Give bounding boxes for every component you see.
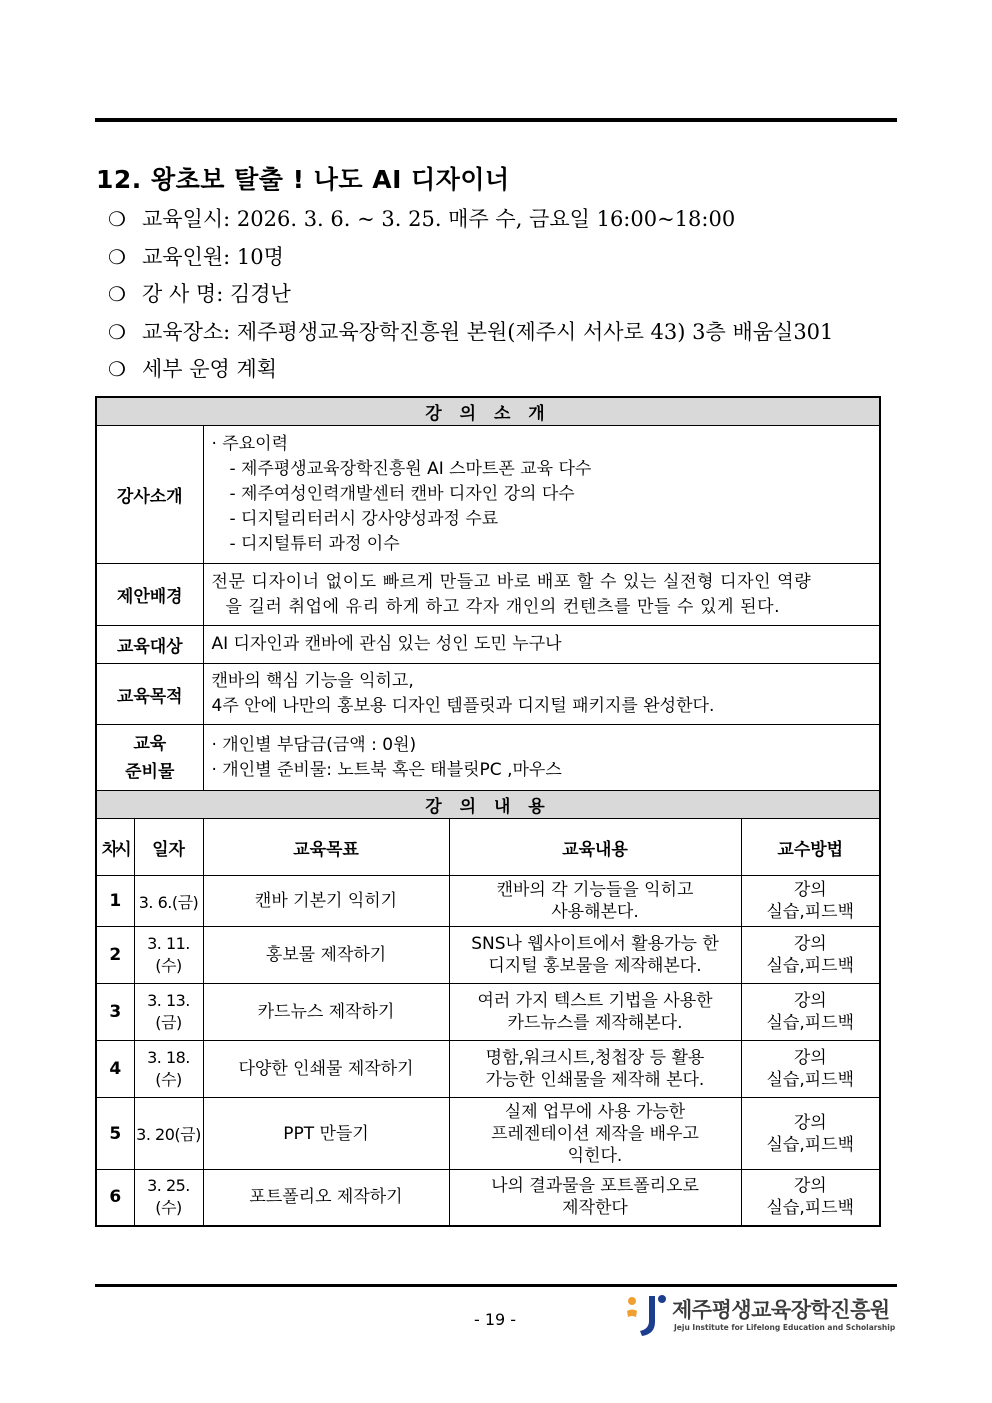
logo-text: 제주평생교육장학진흥원 — [672, 1298, 890, 1322]
circle-bullet-icon: ❍ — [108, 207, 126, 231]
goal-label: 교육목적 — [96, 664, 203, 725]
page-number: - 19 - — [473, 1310, 517, 1329]
table-row: 3 3. 13.(금) 카드뉴스 제작하기 여러 가지 텍스트 기법을 사용한 카드뉴스를 제작해본다. 강의 실습,피드백 — [96, 984, 880, 1041]
top-rule — [95, 118, 897, 122]
institute-logo — [624, 1290, 896, 1340]
info-instructor: ❍ 강 사 명: 김경난 — [108, 279, 898, 317]
content-section-header: 강 의 내 용 — [96, 791, 880, 819]
table-row: 4 3. 18.(수) 다양한 인쇄물 제작하기 명함,워크시트,청첩장 등 활용 가능한 인쇄물을 제작해 본다. 강의 실습,피드백 — [96, 1041, 880, 1098]
course-table — [95, 396, 881, 1227]
instructor-label: 강사소개 — [96, 426, 203, 564]
page-title: 12. 왕초보 탈출 ! 나도 AI 디자이너 — [96, 165, 510, 194]
col-head-goal: 교육목표 — [203, 819, 449, 876]
col-head-content: 교육내용 — [449, 819, 741, 876]
goal-cell: 캔바의 핵심 기능을 익히고, 4주 안에 나만의 홍보용 디자인 템플릿과 디지털 패키지를 완성한다. — [203, 664, 880, 725]
institute-logo-icon — [624, 1290, 670, 1340]
circle-bullet-icon: ❍ — [108, 282, 126, 306]
table-row: 1 3. 6.(금) 캔바 기본기 익히기 캔바의 각 기능들을 익히고 사용해본다. 강의 실습,피드백 — [96, 876, 880, 927]
info-count: ❍ 교육인원: 10명 — [108, 242, 898, 280]
circle-bullet-icon: ❍ — [108, 244, 126, 269]
circle-bullet-icon: ❍ — [108, 357, 126, 381]
table-row: 6 3. 25.(수) 포트폴리오 제작하기 나의 결과물을 포트폴리오로 제작한다 강의 실습,피드백 — [96, 1170, 880, 1226]
background-label: 제안배경 — [96, 564, 203, 626]
info-date: ❍ 교육일시: 2026. 3. 6. ~ 3. 25. 매주 수, 금요일 16:00~18:00 — [108, 204, 898, 242]
prep-label: 교육 준비물 — [96, 725, 203, 791]
target-cell: AI 디자인과 캔바에 관심 있는 성인 도민 누구나 — [203, 626, 880, 664]
prep-cell: · 개인별 부담금(금액 : 0원) · 개인별 준비물: 노트북 혹은 태블릿PC ,마우스 — [203, 725, 880, 791]
instructor-cell: · 주요이력 - 제주평생교육장학진흥원 AI 스마트폰 교육 다수 - 제주여성인력개발센터 캔바 디자인 강의 다수 - 디지털리터러시 강사양성과정 수료 - 디지털튜터 과정 이수 — [203, 426, 880, 564]
logo-subtitle: Jeju Institute for Lifelong Education and Scholarship — [674, 1323, 896, 1332]
target-label: 교육대상 — [96, 626, 203, 664]
intro-section-header: 강 의 소 개 — [96, 397, 880, 426]
table-row: 2 3. 11.(수) 홍보물 제작하기 SNS나 웹사이트에서 활용가능 한 디지털 홍보물을 제작해본다. 강의 실습,피드백 — [96, 927, 880, 984]
info-list — [108, 204, 898, 392]
col-head-session: 차시 — [96, 819, 134, 876]
circle-bullet-icon: ❍ — [108, 319, 126, 344]
col-head-date: 일자 — [134, 819, 203, 876]
table-row: 5 3. 20(금) PPT 만들기 실제 업무에 사용 가능한 프레젠테이션 제작을 배우고 익힌다. 강의 실습,피드백 — [96, 1098, 880, 1170]
info-plan: ❍ 세부 운영 계획 — [108, 354, 898, 392]
info-place: ❍ 교육장소: 제주평생교육장학진흥원 본원(제주시 서사로 43) 3층 배움실301 — [108, 317, 898, 355]
bottom-rule — [95, 1284, 897, 1287]
background-cell: 전문 디자이너 없이도 빠르게 만들고 바로 배포 할 수 있는 실전형 디자인 역량 을 길러 취업에 유리 하게 하고 각자 개인의 컨텐츠를 만들 수 있게 된다. — [203, 564, 880, 626]
col-head-method: 교수방법 — [741, 819, 880, 876]
